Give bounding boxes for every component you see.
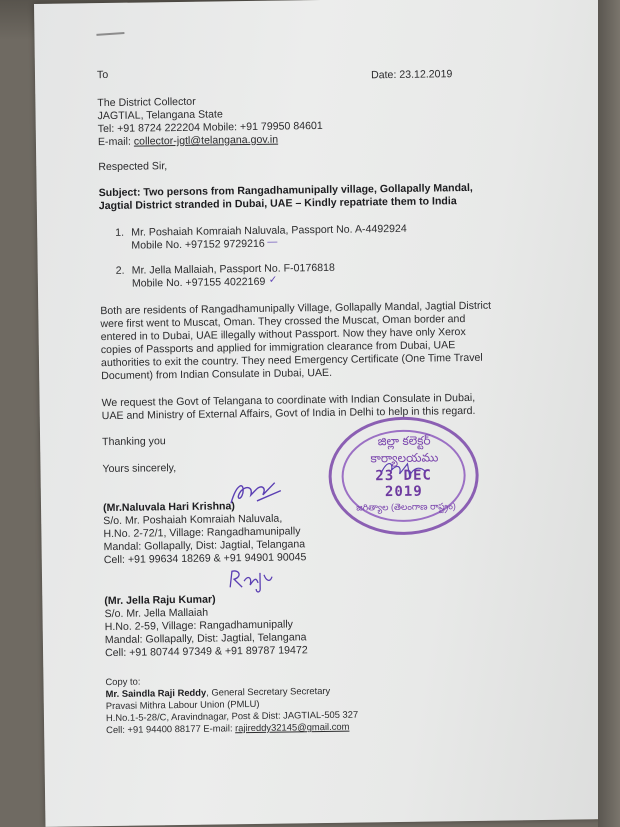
body-line-3: entered in to Dubai, UAE illegally without Passport. Now they have only Xerox (100, 326, 466, 344)
signer-1-name: (Mr.Naluvala Hari Krishna) (102, 500, 235, 515)
stamp-top-text: జిల్లా కలెక్టర్ కార్యాలయము (370, 433, 439, 466)
signer-1-line-2: H.No. 2-72/1, Village: Rangadhamunipally (103, 525, 301, 541)
signer-1-phone: Cell: +91 99634 18269 & +91 94901 90045 (103, 551, 307, 567)
collector-office-stamp (328, 416, 480, 536)
ink-tick-mark: ― (267, 236, 278, 248)
person-1-passport: Mr. Poshaiah Komraiah Naluvala, Passport No. A-4492924 (131, 222, 407, 239)
signer-2-line-2: H.No. 2-59, Village: Rangadhamunipally (104, 618, 294, 634)
signer-1-line-1: S/o. Mr. Poshaiah Komraiah Naluvala, (103, 512, 283, 528)
body-line-2: were first went to Muscat, Oman. They crossed the Muscat, Oman border and (100, 313, 466, 331)
signer-2-phone: Cell: +91 80744 97349 & +91 89787 19472 (104, 644, 308, 660)
addressee-phone: Tel: +91 8724 222204 Mobile: +91 79950 84601 (97, 119, 323, 136)
addressee-line-1: The District Collector (97, 95, 196, 110)
copy-cell: Cell: +91 94400 88177 E-mail: (106, 722, 236, 736)
signature-1 (227, 477, 287, 512)
body-line-5: authorities to exit the country. They need Emergency Certificate (One Time Travel (100, 351, 483, 370)
closing: Yours sincerely, (102, 462, 177, 476)
copy-address: H.No.1-5-28/C, Aravindnagar, Post & Dist: JAGTIAL-505 327 (105, 708, 359, 724)
stamp-date: 23 DEC 2019 (375, 467, 433, 501)
copy-label: Copy to: (105, 675, 141, 688)
signer-2-name: (Mr. Jella Raju Kumar) (104, 593, 216, 608)
request-line-2: UAE and Ministry of External Affairs, Govt of India in Delhi to help in this regard. (101, 404, 476, 423)
ink-check-mark: ✓ (268, 274, 278, 286)
request-line-1: We request the Govt of Telangana to coordinate with Indian Consulate in Dubai, (101, 391, 476, 410)
signature-2 (226, 567, 278, 596)
subject-line-1: Subject: Two persons from Rangadhamunipally village, Gollapally Mandal, (98, 181, 473, 200)
signer-2-line-1: S/o. Mr. Jella Mallaiah (104, 606, 209, 621)
subject-line-2: Jagtial District stranded in Dubai, UAE – Kindly repatriate them to India (98, 195, 457, 213)
thanking: Thanking you (102, 435, 166, 449)
addressee-email-link[interactable]: collector-jgtl@telangana.gov.in (133, 133, 279, 148)
body-line-4: copies of Passports and applied for immigration clearance from Dubai, UAE (100, 339, 456, 357)
copy-name: Mr. Saindla Raji Reddy (105, 686, 207, 700)
person-1-number: 1. (115, 226, 125, 239)
signer-1-line-3: Mandal: Gollapally, Dist: Jagtial, Telangana (103, 538, 306, 554)
to-label: To (96, 68, 109, 82)
stamp-signature (379, 458, 429, 481)
signer-2-line-3: Mandal: Gollapally, Dist: Jagtial, Telangana (104, 631, 307, 647)
email-prefix: E-mail: (97, 135, 134, 149)
person-2-number: 2. (115, 264, 125, 277)
person-2-passport: Mr. Jella Mallaiah, Passport No. F-0176818 (131, 261, 335, 277)
person-2-mobile: Mobile No. +97155 4022169 (131, 275, 266, 290)
body-line-6: Document) from Indian Consulate in Dubai, UAE. (101, 366, 333, 383)
letter-page (34, 0, 611, 827)
copy-title: , General Secretary Secretary (206, 684, 331, 698)
pen-mark (96, 32, 124, 36)
copy-contact-line (106, 721, 349, 736)
stamp-bottom-text: జగిత్యాల (తెలంగాణ రాష్ట్రం) (356, 501, 456, 513)
copy-email-link[interactable]: rajireddy32145@gmail.com (235, 720, 350, 734)
body-line-1: Both are residents of Rangadhamunipally Village, Gollapally Mandal, Jagtial District (100, 299, 492, 318)
person-1-mobile: Mobile No. +97152 9729216 (131, 237, 265, 252)
salutation: Respected Sir, (98, 160, 168, 174)
background-right-edge (598, 0, 620, 827)
addressee-email-line (98, 134, 278, 150)
letter-date: Date: 23.12.2019 (370, 68, 453, 82)
copy-org: Pravasi Mithra Labour Union (PMLU) (105, 697, 260, 712)
addressee-line-2: JAGTIAL, Telangana State (97, 108, 223, 123)
